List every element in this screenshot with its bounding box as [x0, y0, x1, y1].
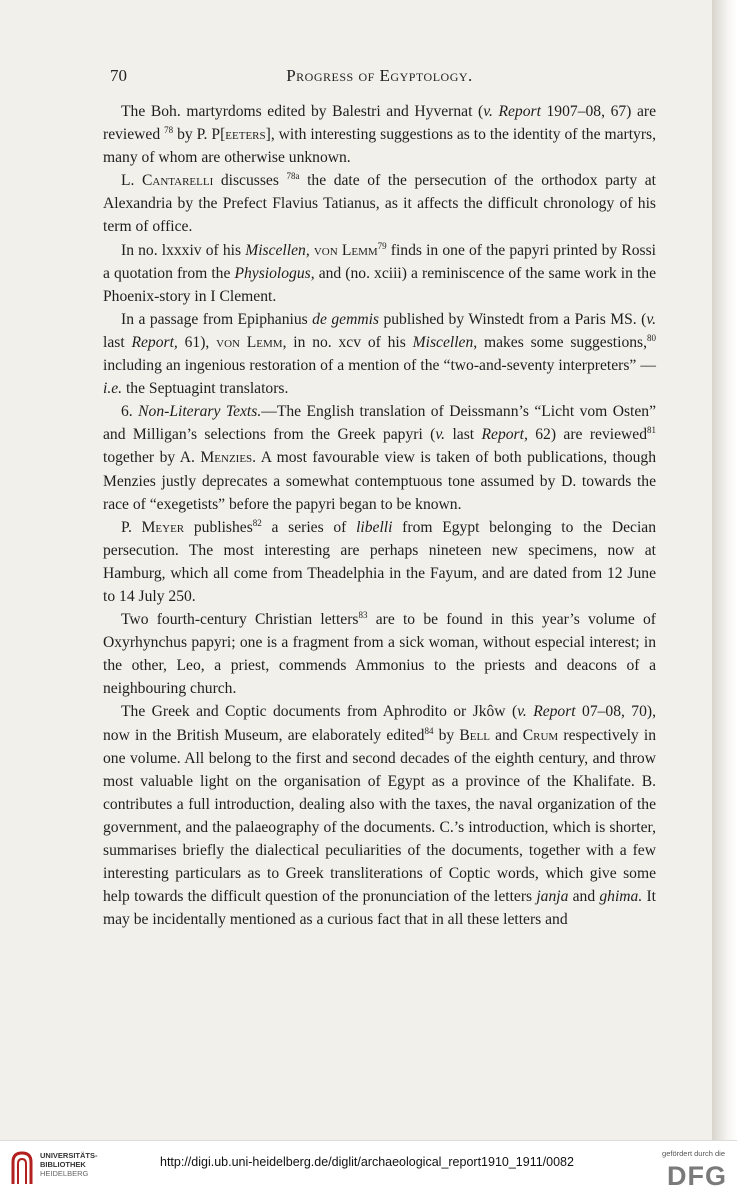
permalink-url[interactable]: http://digi.ub.uni-heidelberg.de/diglit/archaeological_report1910_1911/0082 [160, 1155, 574, 1169]
paragraph: The Greek and Coptic documents from Aphrodito or Jkôw (v. Report 07–08, 70), now in the British Museum, are elaborately edited$^{84}$ by Bell and Crum respectively in one volume. All belong to the first and second decades of the eighth century, and throw most valuable light on the organisation of Egypt as a province of the Khalifate. B. contributes a full introduction, dealing also with the taxes, the naval organization of the government, and the palaeography of the documents. C.’s introduction, which is shorter, summarises briefly the dialectical peculiarities of the documents, together with a few interesting particulars as to Greek transliterations of Coptic words, which give some help towards the difficult question of the pronunciation of the letters janja and ghima. It may be incidentally mentioned as a curious fact that in all these letters and [103, 703, 656, 929]
page-number: 70 [110, 66, 127, 85]
footnote-ref: 81 [647, 425, 656, 436]
paragraph: In no. lxxxiv of his Miscellen, von Lemm$^{79}$ finds in one of the papyri printed by Rossi a quotation from the Physiologus, and (no. xciii) a reminiscence of the same work in the Phoenix-story in I Clement. [103, 240, 657, 305]
footnote-ref: 79 [377, 240, 387, 251]
paragraph: 6. Non-Literary Texts.—The English translation of Deissmann’s “Licht vom Osten” and Milligan’s selections from the Greek papyri (v. last Report, 62) are reviewed$^{81}$ together by A. Menzies. A most favourable view is taken of both publications, though Menzies justly deprecates a somewhat contemptuous tone assumed by D. towards the race of “exegetists” before the papyri began to be known. [103, 403, 657, 513]
library-name: UNIVERSITÄTS- BIBLIOTHEK HEIDELBERG [40, 1151, 98, 1178]
body-text [103, 100, 656, 931]
footnote-ref: 78a [286, 171, 300, 182]
footnote-ref: 82 [252, 517, 262, 528]
paragraph: L. Cantarelli discusses $^{78a}$ the date of the persecution of the orthodox party at Alexandria by the Prefect Flavius Tatianus, as it affects the difficult chronology of his term of office. [103, 171, 656, 236]
paragraph: P. Meyer publishes$^{82}$ a series of libelli from Egypt belonging to the Decian persecution. The most interesting are perhaps nineteen new specimens, now at Hamburg, which all come from Theadelphia in the Fayum, and are dated from 12 June to 14 July 250. [103, 517, 657, 605]
footnote-ref: 80 [647, 332, 657, 343]
footnote-ref: 84 [424, 725, 434, 736]
footnote-ref: 78 [164, 125, 174, 136]
footer-bar [0, 1140, 737, 1196]
running-title: Progress of Egyptology. [286, 66, 473, 85]
footnote-ref: 83 [358, 610, 368, 621]
paragraph: The Boh. martyrdoms edited by Balestri and Hyvernat (v. Report 1907–08, 67) are reviewed $^{78}$ by P. P[eeters], with interesting suggestions as to the identity of the martyrs, many of whom are otherwise unknown. [103, 103, 656, 167]
paragraph: Two fourth-century Christian letters$^{83}$ are to be found in this year’s volume of Oxyrhynchus papyri; one is a fragment from a sick woman, without especial interest; in the other, Leo, a priest, commends Ammonius to the priests and deacons of a neighbouring church. [103, 610, 656, 698]
page-edge-shadow [712, 0, 737, 1140]
paragraph: In a passage from Epiphanius de gemmis published by Winstedt from a Paris MS. (v. last Report, 61), von Lemm, in no. xcv of his Miscellen, makes some suggestions,$^{80}$ including an ingenious restoration of a mention of the “two-and-seventy interpreters” — i.e. the Septuagint translators. [103, 310, 657, 398]
funding-label: gefördert durch die [662, 1149, 725, 1158]
dfg-logo: DFG [667, 1161, 727, 1191]
university-library-logo-icon [9, 1150, 35, 1186]
page-header [103, 66, 656, 90]
